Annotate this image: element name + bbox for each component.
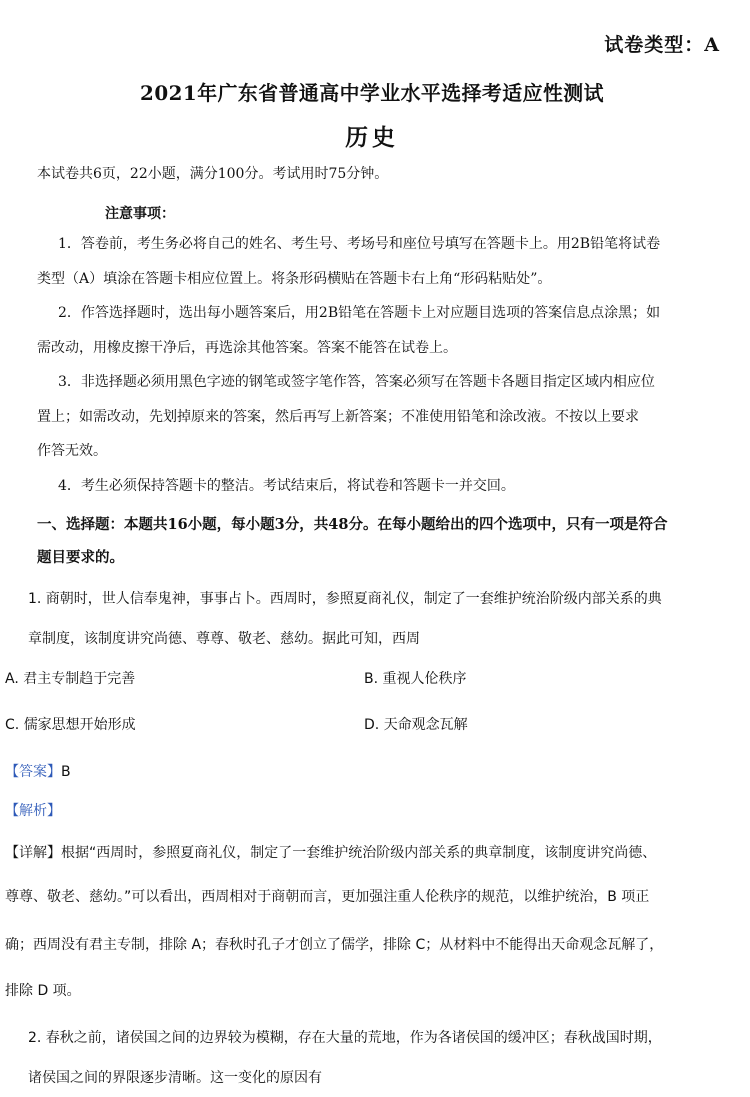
question-2-stem-cont: 诸侯国之间的界限逐步清晰。这一变化的原因有 (28, 1070, 322, 1086)
exam-intro: 本试卷共6页，22小题，满分100分。考试用时75分钟。 (37, 166, 389, 182)
question-1-stem: 1. 商朝时，世人信奉鬼神，事事占卜。西周时，参照夏商礼仪，制定了一套维护统治阶级内部关系的典 (28, 591, 662, 607)
option-letter: B. (364, 671, 379, 687)
notice-line: 4．考生必须保持答题卡的整洁。考试结束后，将试卷和答题卡一并交回。 (58, 478, 515, 494)
option-c (5, 714, 136, 734)
option-text: 重视人伦秩序 (382, 671, 467, 687)
option-b (364, 668, 467, 688)
option-text: 天命观念瓦解 (383, 717, 468, 733)
notice-line: 需改动，用橡皮擦干净后，再选涂其他答案。答案不能答在试卷上。 (37, 340, 457, 356)
question-2-stem: 2. 春秋之前，诸侯国之间的边界较为模糊，存在大量的荒地，作为各诸侯国的缓冲区；春秋战国时期， (28, 1030, 662, 1046)
notice-line: 类型（A）填涂在答题卡相应位置上。将条形码横贴在答题卡右上角“形码粘贴处”。 (37, 271, 552, 287)
answer-line (5, 761, 71, 781)
answer-value: B (61, 764, 71, 780)
notice-line: 2．作答选择题时，选出每小题答案后，用2B铅笔在答题卡上对应题目选项的答案信息点涂黑；如 (58, 305, 661, 321)
answer-tag: 【答案】 (5, 764, 61, 780)
option-letter: A. (5, 671, 19, 687)
exam-title: 2021年广东省普通高中学业水平选择考适应性测试 (140, 81, 604, 105)
analysis-tag: 【解析】 (5, 803, 61, 819)
detail-line: 确；西周没有君主专制，排除 A；春秋时孔子才创立了儒学，排除 C；从材料中不能得出天命观念瓦解了， (5, 937, 664, 953)
detail-tag: 【详解】 (5, 845, 61, 861)
option-text: 儒家思想开始形成 (23, 717, 136, 733)
subject-title: 历史 (345, 124, 399, 151)
option-a (5, 668, 135, 688)
option-d (364, 714, 468, 734)
detail-line: 尊尊、敬老、慈幼。”可以看出，西周相对于商朝而言，更加强注重人伦秩序的规范，以维护统治，B 项正 (5, 889, 650, 905)
notice-line: 作答无效。 (37, 443, 107, 459)
detail-line (5, 842, 656, 862)
notice-line: 置上；如需改动，先划掉原来的答案，然后再写上新答案；不准使用铅笔和涂改液。不按以上要求 (37, 409, 639, 425)
notice-heading: 注意事项： (105, 206, 175, 222)
detail-line: 排除 D 项。 (5, 983, 81, 999)
notice-line: 3．非选择题必须用黑色字迹的钢笔或签字笔作答，答案必须写在答题卡各题目指定区域内相应位 (58, 374, 655, 390)
paper-type-label: 试卷类型：A (604, 34, 720, 56)
option-letter: D. (364, 717, 380, 733)
option-letter: C. (5, 717, 20, 733)
question-1-stem-cont: 章制度，该制度讲究尚德、尊尊、敬老、慈幼。据此可知，西周 (28, 631, 420, 647)
section-heading: 一、选择题：本题共16小题，每小题3分，共48分。在每小题给出的四个选项中，只有一项是符合 (37, 516, 668, 533)
notice-line: 1．答卷前，考生务必将自己的姓名、考生号、考场号和座位号填写在答题卡上。用2B铅笔将试卷 (58, 236, 661, 252)
detail-text: 根据“西周时，参照夏商礼仪，制定了一套维护统治阶级内部关系的典章制度，该制度讲究尚德、 (61, 845, 657, 861)
option-text: 君主专制趋于完善 (23, 671, 136, 687)
section-heading-cont: 题目要求的。 (37, 549, 124, 566)
